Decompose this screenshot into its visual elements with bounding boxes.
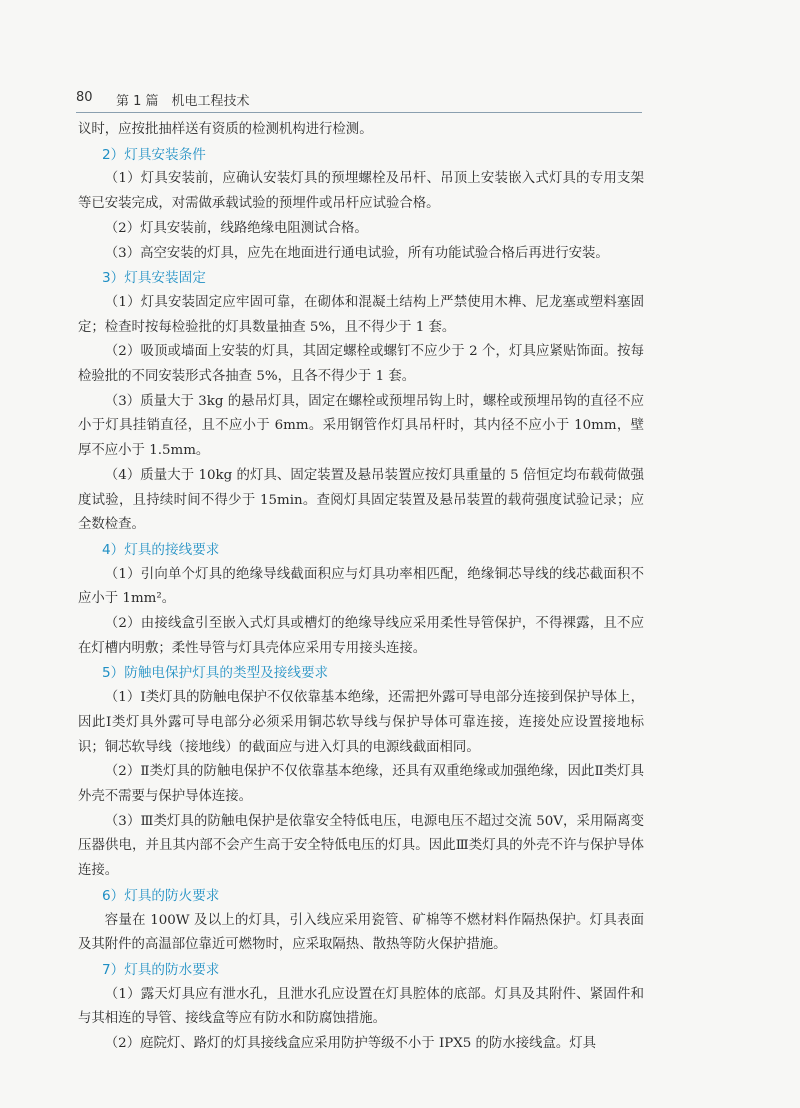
paragraph: （1）引向单个灯具的绝缘导线截面积应与灯具功率相匹配，绝缘铜芯导线的线芯截面积不应小于 1mm²。 — [78, 566, 644, 607]
paragraph: （2）灯具安装前，线路绝缘电阻测试合格。 — [104, 220, 368, 236]
paragraph: （2）庭院灯、路灯的灯具接线盒应采用防护等级不小于 IPX5 的防水接线盒。灯具 — [104, 1036, 597, 1052]
paragraph: （2）吸顶或墙面上安装的灯具，其固定螺栓或螺钉不应少于 2 个，灯具应紧贴饰面。按每检验批的不同安装形式各抽查 5%，且各不得少于 1 套。 — [78, 344, 644, 385]
paragraph: （2）Ⅱ类灯具的防触电保护不仅依靠基本绝缘，还具有双重绝缘或加强绝缘，因此Ⅱ类灯具外壳不需要与保护导体连接。 — [78, 764, 644, 804]
section-heading: 6）灯具的防火要求 — [102, 887, 220, 904]
paragraph: （1）灯具安装固定应牢固可靠，在砌体和混凝土结构上严禁使用木榫、尼龙塞或塑料塞固定；检查时按每检验批的灯具数量抽查 5%，且不得少于 1 套。 — [78, 294, 644, 335]
paragraph: 容量在 100W 及以上的灯具，引入线应采用瓷管、矿棉等不燃材料作隔热保护。灯具表面及其附件的高温部位靠近可燃物时，应采取隔热、散热等防火保护措施。 — [78, 912, 644, 953]
section-heading: 4）灯具的接线要求 — [102, 541, 220, 558]
section-heading: 3）灯具安装固定 — [102, 270, 206, 287]
paragraph: （3）Ⅲ类灯具的防触电保护是依靠安全特低电压，电源电压不超过交流 50V，采用隔离变压器供电，并且其内部不会产生高于安全特低电压的灯具。因此Ⅲ类灯具的外壳不许与保护导体连接。 — [78, 813, 644, 879]
paragraph: （1）Ⅰ类灯具的防触电保护不仅依靠基本绝缘，还需把外露可导电部分连接到保护导体上，因此Ⅰ类灯具外露可导电部分必须采用铜芯软导线与保护导体可靠连接，连接处应设置接地标识；铜芯软导线（接地线）的截面应与进入灯具的电源线截面相同。 — [78, 690, 644, 755]
paragraph: （4）质量大于 10kg 的灯具、固定装置及悬吊装置应按灯具重量的 5 倍恒定均布载荷做强度试验，且持续时间不得少于 15min。查阅灯具固定装置及悬吊装置的载荷强度试验记录；应全数检查。 — [78, 467, 644, 533]
section-heading: 7）灯具的防水要求 — [102, 961, 220, 978]
running-title: 第 1 篇 机电工程技术 — [116, 94, 250, 109]
body-text — [78, 118, 644, 1057]
paragraph: （2）由接线盒引至嵌入式灯具或槽灯的绝缘导线应采用柔性导管保护，不得裸露，且不应在灯槽内明敷；柔性导管与灯具壳体应采用专用接头连接。 — [78, 616, 644, 656]
section-heading: 5）防触电保护灯具的类型及接线要求 — [102, 665, 329, 682]
paragraph: 议时，应按批抽样送有资质的检测机构进行检测。 — [78, 122, 373, 137]
page-number: 80 — [76, 90, 93, 105]
section-heading: 2）灯具安装条件 — [102, 146, 206, 163]
paragraph: （1）灯具安装前，应确认安装灯具的预埋螺栓及吊杆、吊顶上安装嵌入式灯具的专用支架等已安装完成，对需做承载试验的预埋件或吊杆应试验合格。 — [78, 171, 644, 212]
paragraph: （3）高空安装的灯具，应先在地面进行通电试验，所有功能试验合格后再进行安装。 — [104, 245, 609, 261]
paragraph: （3）质量大于 3kg 的悬吊灯具，固定在螺栓或预埋吊钩上时，螺栓或预埋吊钩的直径不应小于灯具挂销直径，且不应小于 6mm。采用钢管作灯具吊杆时，其内径不应小于 10mm，壁厚不应小于 1.5mm。 — [78, 393, 644, 459]
paragraph: （1）露天灯具应有泄水孔，且泄水孔应设置在灯具腔体的底部。灯具及其附件、紧固件和与其相连的导管、接线盒等应有防水和防腐蚀措施。 — [78, 986, 644, 1027]
page-header — [76, 84, 642, 113]
